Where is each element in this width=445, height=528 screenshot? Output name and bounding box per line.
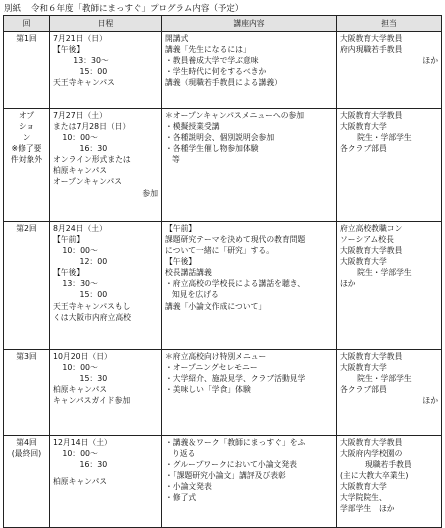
staff-line: 大阪教育大学	[340, 363, 387, 373]
schedule-cell	[50, 436, 162, 528]
session-number: 第2回	[16, 224, 37, 234]
caption-label: 別紙	[4, 4, 22, 14]
content-line: 【午後】	[165, 257, 197, 267]
session-number-cell	[4, 222, 50, 350]
staff-cell	[337, 350, 442, 436]
content-line: 開講式	[165, 34, 189, 44]
content-line: ・学生時代に何をするべきか	[165, 67, 267, 77]
content-line: ・各種説明会、個別説明会参加	[165, 133, 275, 143]
header-content: 講座内容	[162, 16, 337, 32]
content-line: ・講義＆ワーク「教師にまっすぐ」をふ	[165, 438, 306, 448]
table-row	[4, 109, 442, 222]
staff-line: 大阪教育大学教員	[340, 438, 403, 448]
content-line: 【午前】	[165, 224, 197, 234]
schedule-line: 柏原キャンパス	[53, 385, 108, 395]
schedule-line: 【午後】	[53, 268, 85, 278]
staff-line: 各クラブ部員	[340, 385, 387, 395]
session-number-cell	[4, 350, 50, 436]
content-line: ＊オープンキャンパスメニューへの参加	[165, 111, 305, 121]
content-line: ・教員養成大学で学ぶ意味	[165, 56, 259, 66]
staff-line: 大阪教育大学	[340, 482, 387, 492]
staff-line: 大阪教育大学教員	[340, 34, 403, 44]
session-number: 第1回	[16, 34, 37, 44]
schedule-line: 10：00～	[62, 449, 98, 459]
session-number: 第3回	[16, 352, 37, 362]
header-no: 回	[4, 16, 50, 32]
content-line: 講義「小論文作成について」	[165, 301, 267, 311]
content-line: ・模擬授業受講	[165, 122, 220, 132]
content-line: ・各種学生催し物参加体験	[165, 144, 259, 154]
schedule-line: 15：30	[79, 374, 108, 384]
staff-line: 大阪教育大学教員	[340, 111, 403, 121]
session-note: 件対象外	[10, 155, 43, 165]
document-caption	[4, 2, 253, 14]
schedule-line: 13：30～	[73, 56, 109, 66]
schedule-line: 7月21日（日）	[53, 34, 107, 44]
schedule-line: 柏原キャンパス	[53, 477, 108, 487]
table-header-row	[4, 16, 442, 32]
schedule-line: 天王寺キャンパスもし	[53, 301, 131, 311]
schedule-line: 12：00	[79, 257, 108, 267]
schedule-line: キャンパスガイド参加	[53, 396, 131, 406]
content-cell	[162, 436, 337, 528]
schedule-line: または7月28日（日）	[53, 122, 131, 132]
session-note: (最終回)	[11, 449, 42, 459]
schedule-cell	[50, 109, 162, 222]
schedule-cell	[50, 350, 162, 436]
staff-cell	[337, 109, 442, 222]
header-date: 日程	[50, 16, 162, 32]
schedule-line: 12月14日（土）	[53, 438, 112, 448]
staff-line: 大学院院生、	[340, 493, 387, 503]
table-row	[4, 350, 442, 436]
staff-line: 大阪教育大学	[340, 257, 387, 267]
content-cell	[162, 350, 337, 436]
content-line: ・オープニングセレモニー	[165, 363, 258, 373]
staff-line: 大阪教育大学教員	[340, 352, 403, 362]
schedule-line: 15：00	[79, 290, 108, 300]
schedule-cell	[50, 222, 162, 350]
schedule-line: 13：30～	[62, 279, 98, 289]
caption-title: 令和６年度「教師にまっすぐ」プログラム内容（予定）	[31, 4, 244, 14]
content-line: 等	[172, 155, 180, 165]
table-row	[4, 436, 442, 528]
staff-cell	[337, 436, 442, 528]
schedule-line: くは大阪市内府立高校	[53, 312, 131, 322]
schedule-line: 7月27日（土）	[53, 111, 107, 121]
staff-line: 府内現職若手教員	[340, 45, 403, 55]
session-number: 第4回	[16, 438, 37, 448]
content-line: について一緒に「研究」する。	[165, 246, 274, 256]
content-line: ・府立高校の学校長による講話を聴き、	[165, 279, 306, 289]
content-line: ・美味しい「学食」体験	[165, 385, 251, 395]
staff-cell	[337, 222, 442, 350]
content-cell	[162, 222, 337, 350]
schedule-line: 柏原キャンパス	[53, 166, 108, 176]
program-table	[3, 15, 442, 528]
staff-cell	[337, 32, 442, 109]
staff-line: 院生・学部学生	[357, 374, 412, 384]
schedule-cell	[50, 32, 162, 109]
content-line: 講義（現職若手教員による講義）	[165, 78, 282, 88]
schedule-line: 10：00～	[62, 246, 98, 256]
table-row	[4, 222, 442, 350]
staff-line: 各クラブ部員	[340, 144, 387, 154]
schedule-line: 8月24日（土）	[53, 224, 107, 234]
session-number: ショ	[18, 122, 35, 132]
schedule-line: 16：30	[79, 460, 108, 470]
staff-line: 学部学生 ほか	[340, 504, 395, 514]
content-line: ＊府立高校向け特別メニュー	[165, 352, 267, 362]
content-line: ・小論文発表	[165, 482, 212, 492]
session-number: オプ	[18, 111, 35, 121]
staff-line: 府立高校教職コン	[340, 224, 403, 234]
schedule-line: 天王寺キャンパス	[53, 78, 115, 88]
content-line: ・修了式	[165, 493, 197, 503]
content-line: 課題研究テーマを決めて現代の教育問題	[165, 235, 306, 245]
staff-line: ほか	[340, 279, 356, 289]
staff-line: (主に大教大卒業生)	[340, 471, 409, 481]
schedule-line: 10月20日（日）	[53, 352, 112, 362]
session-number-cell	[4, 436, 50, 528]
schedule-line: 参加	[142, 188, 158, 198]
content-line: ・大学紹介、施設見学、クラブ活動見学	[165, 374, 306, 384]
staff-line: ほか	[422, 396, 438, 406]
staff-line: 現職若手教員	[364, 460, 412, 470]
schedule-line: 10：00～	[62, 133, 98, 143]
session-number-cell	[4, 109, 50, 222]
schedule-line: 10：00～	[62, 363, 98, 373]
content-line: 校長講話講義	[165, 268, 212, 278]
content-line: 知見を広げる	[172, 290, 219, 300]
session-number-cell	[4, 32, 50, 109]
content-line: 講義「先生になるには」	[165, 45, 251, 55]
content-cell	[162, 109, 337, 222]
content-line: ・「課題研究小論文」講評及び表彰	[165, 471, 286, 481]
staff-line: ソーシアム校長	[340, 235, 394, 245]
session-number: ン	[22, 133, 31, 143]
content-line: ・グループワークにおいて小論文発表	[165, 460, 297, 470]
schedule-line: 16：30	[79, 144, 108, 154]
schedule-line: オンライン形式または	[53, 155, 131, 165]
schedule-line: 【午前】	[53, 235, 85, 245]
schedule-line: 【午後】	[53, 45, 85, 55]
session-note: ※修了要	[11, 144, 42, 154]
staff-line: 大阪教育大学教員	[340, 246, 403, 256]
staff-line: 大阪府内学校園の	[340, 449, 403, 459]
staff-line: 院生・学部学生	[357, 133, 412, 143]
header-staff: 担当	[337, 16, 442, 32]
table-row	[4, 32, 442, 109]
staff-line: 大阪教育大学	[340, 122, 387, 132]
schedule-line: オープンキャンパス	[53, 177, 122, 187]
content-cell	[162, 32, 337, 109]
staff-line: ほか	[422, 56, 438, 66]
schedule-line: 15：00	[79, 67, 108, 77]
staff-line: 院生・学部学生	[357, 268, 412, 278]
content-line: り返る	[172, 449, 196, 459]
